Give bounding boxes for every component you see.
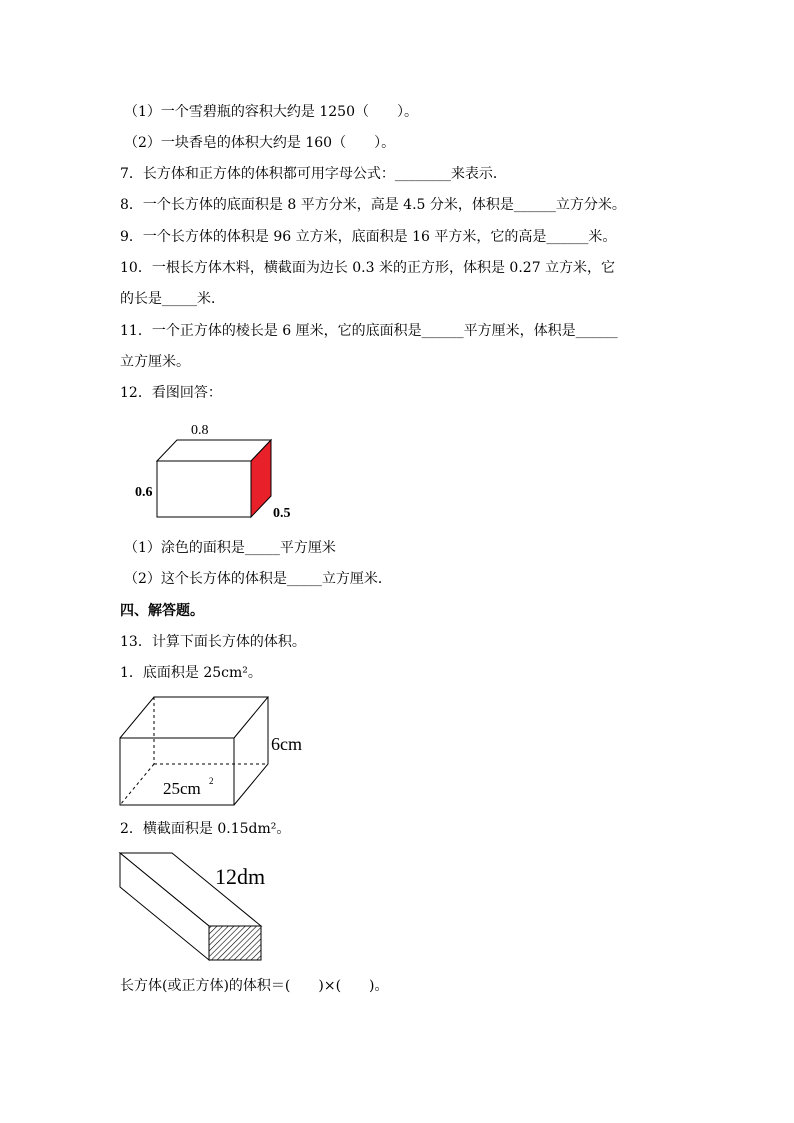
q13-part1: 1．底面积是 25cm²。 <box>120 665 262 681</box>
q10-line1: 10．一根长方体木料，横截面为边长 0.3 米的正方形，体积是 0.27 立方米，它 <box>120 260 616 276</box>
q10-line2: 的长是_____米． <box>120 291 225 307</box>
q7: 7．长方体和正方体的体积都可用字母公式：________来表示． <box>120 166 507 182</box>
q12-sub2: （2）这个长方体的体积是_____立方厘米． <box>124 571 392 587</box>
q13-part2: 2．横截面积是 0.15dm²。 <box>120 821 291 837</box>
label-base-area-superscript: 2 <box>209 776 214 786</box>
label-base-area: 25cm <box>163 779 201 798</box>
q8: 8．一个长方体的底面积是 8 平方分米，高是 4.5 分米，体积是______立方分米。 <box>120 197 626 213</box>
hatched-cross-section <box>209 926 261 960</box>
q12-title: 12．看图回答： <box>120 385 222 401</box>
q11-line2: 立方厘米。 <box>120 354 190 370</box>
q12-sub1: （1）涂色的面积是_____平方厘米 <box>124 540 336 556</box>
volume-formula: 长方体(或正方体)的体积＝( )×( )。 <box>120 978 389 994</box>
q9: 9．一个长方体的体积是 96 立方米，底面积是 16 平方米，它的高是______米。 <box>120 229 617 245</box>
q11-line1: 11．一个正方体的棱长是 6 厘米，它的底面积是______平方厘米，体积是______ <box>120 323 618 339</box>
label-height: 0.6 <box>135 485 153 500</box>
label-length-12dm: 12dm <box>215 864 266 889</box>
label-width: 0.5 <box>273 506 291 521</box>
q13: 13．计算下面长方体的体积。 <box>120 634 306 650</box>
label-length: 0.8 <box>191 423 209 438</box>
section-heading: 四、解答题。 <box>120 603 204 619</box>
label-height-6cm: 6cm <box>271 734 302 754</box>
q6-sub2: （2）一块香皂的体积大约是 160（ ）。 <box>124 135 396 151</box>
q6-sub1: （1）一个雪碧瓶的容积大约是 1250（ ）。 <box>124 104 418 120</box>
